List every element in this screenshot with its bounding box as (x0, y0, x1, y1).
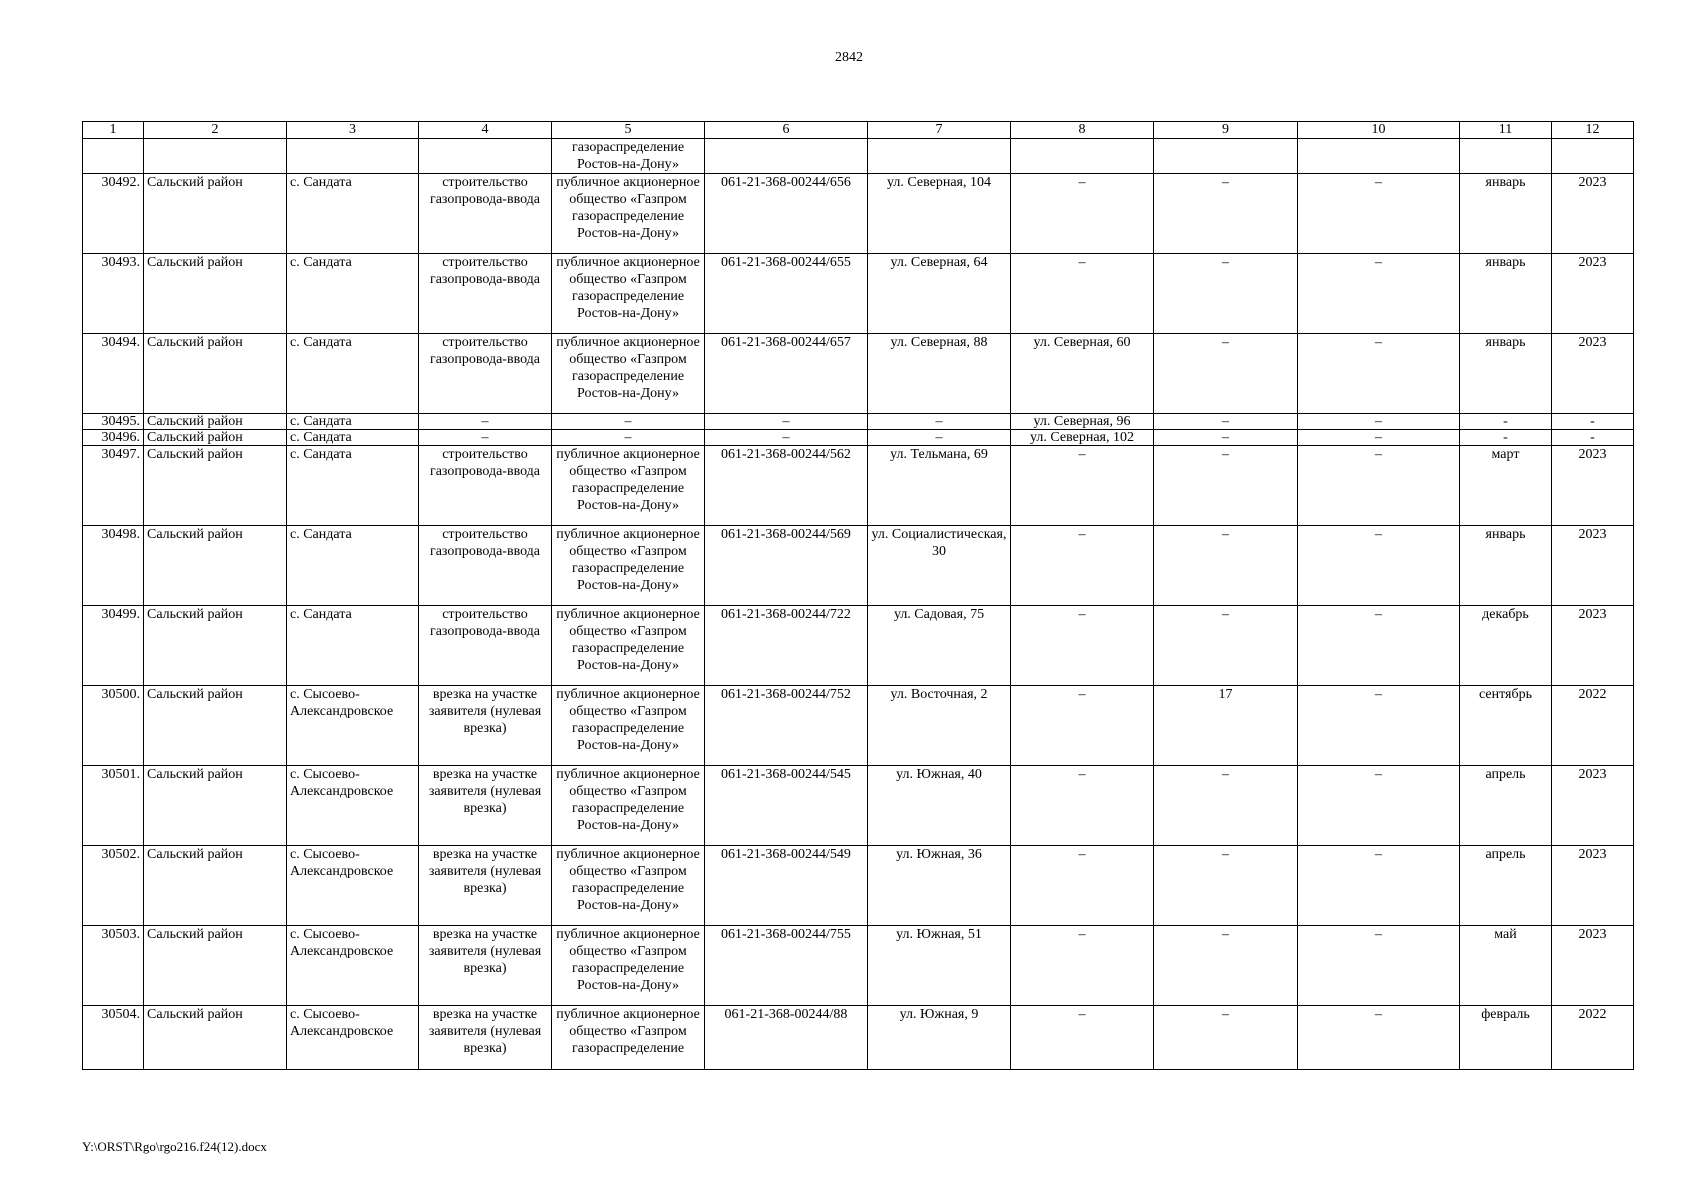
cell-address: ул. Северная, 64 (868, 254, 1011, 334)
cell-organization: публичное акционерное общество «Газпром газораспределение Ростов-на-Дону» (552, 174, 705, 254)
cell-year: 2023 (1552, 846, 1634, 926)
cell-row-number: 30504. (83, 1006, 144, 1070)
table-row (83, 926, 1634, 1006)
table-row (83, 446, 1634, 526)
cell-value-10: – (1298, 1006, 1460, 1070)
cell-district: Сальский район (144, 414, 287, 430)
table-row (83, 766, 1634, 846)
cell-district: Сальский район (144, 926, 287, 1006)
cell-row-number: 30501. (83, 766, 144, 846)
cell-work-type: – (419, 414, 552, 430)
cell-row-number: 30499. (83, 606, 144, 686)
table-row (83, 414, 1634, 430)
cell-work-type: врезка на участке заявителя (нулевая врезка) (419, 846, 552, 926)
cell-row-number: 30493. (83, 254, 144, 334)
cell-work-type: – (419, 430, 552, 446)
cell-month: декабрь (1460, 606, 1552, 686)
cell-permit-number: 061-21-368-00244/545 (705, 766, 868, 846)
cell-permit-number: 061-21-368-00244/655 (705, 254, 868, 334)
column-header: 2 (144, 122, 287, 139)
page-number: 2842 (835, 50, 863, 65)
cell-address-extra: ул. Северная, 60 (1011, 334, 1154, 414)
column-header: 1 (83, 122, 144, 139)
cell-work-type: врезка на участке заявителя (нулевая врезка) (419, 766, 552, 846)
cell-value-9: – (1154, 334, 1298, 414)
cell-row-number: 30494. (83, 334, 144, 414)
cell-district: Сальский район (144, 766, 287, 846)
cell-row-number: 30503. (83, 926, 144, 1006)
cell-address: ул. Южная, 51 (868, 926, 1011, 1006)
cell-permit-number: 061-21-368-00244/88 (705, 1006, 868, 1070)
cell-district: Сальский район (144, 606, 287, 686)
cell-value-10: – (1298, 254, 1460, 334)
column-header: 9 (1154, 122, 1298, 139)
column-header: 4 (419, 122, 552, 139)
cell-address-extra: – (1011, 686, 1154, 766)
table-row (83, 139, 1634, 174)
cell-month: март (1460, 446, 1552, 526)
cell-settlement: с. Сандата (287, 446, 419, 526)
cell-permit-number: 061-21-368-00244/657 (705, 334, 868, 414)
cell-address: – (868, 414, 1011, 430)
cell-work-type: врезка на участке заявителя (нулевая врезка) (419, 1006, 552, 1070)
cell-value-9 (1154, 139, 1298, 174)
cell-settlement: с. Сандата (287, 414, 419, 430)
cell-organization: публичное акционерное общество «Газпром газораспределение Ростов-на-Дону» (552, 846, 705, 926)
cell-address: ул. Южная, 9 (868, 1006, 1011, 1070)
cell-work-type: строительство газопровода-ввода (419, 174, 552, 254)
cell-month: январь (1460, 174, 1552, 254)
cell-row-number: 30492. (83, 174, 144, 254)
cell-year: 2022 (1552, 1006, 1634, 1070)
cell-permit-number: 061-21-368-00244/752 (705, 686, 868, 766)
cell-district: Сальский район (144, 846, 287, 926)
cell-year: - (1552, 414, 1634, 430)
cell-organization: публичное акционерное общество «Газпром газораспределение Ростов-на-Дону» (552, 686, 705, 766)
cell-work-type: строительство газопровода-ввода (419, 446, 552, 526)
cell-address: ул. Тельмана, 69 (868, 446, 1011, 526)
cell-address: ул. Южная, 40 (868, 766, 1011, 846)
cell-row-number: 30495. (83, 414, 144, 430)
cell-organization: публичное акционерное общество «Газпром газораспределение Ростов-на-Дону» (552, 526, 705, 606)
cell-work-type: строительство газопровода-ввода (419, 526, 552, 606)
cell-work-type: врезка на участке заявителя (нулевая врезка) (419, 926, 552, 1006)
cell-district: Сальский район (144, 686, 287, 766)
cell-address-extra: ул. Северная, 96 (1011, 414, 1154, 430)
cell-value-9: – (1154, 846, 1298, 926)
cell-permit-number: 061-21-368-00244/722 (705, 606, 868, 686)
cell-organization: – (552, 430, 705, 446)
column-header: 8 (1011, 122, 1154, 139)
cell-organization: публичное акционерное общество «Газпром газораспределение (552, 1006, 705, 1070)
cell-value-10: – (1298, 446, 1460, 526)
cell-month: февраль (1460, 1006, 1552, 1070)
cell-address-extra: – (1011, 174, 1154, 254)
cell-settlement: с. Сысоево-Александровское (287, 926, 419, 1006)
cell-value-9: – (1154, 526, 1298, 606)
column-header: 6 (705, 122, 868, 139)
cell-settlement: с. Сандата (287, 254, 419, 334)
cell-value-9: 17 (1154, 686, 1298, 766)
table-row (83, 526, 1634, 606)
cell-row-number: 30502. (83, 846, 144, 926)
table-row (83, 254, 1634, 334)
register-table (82, 121, 1634, 1070)
column-number-row (83, 122, 1634, 139)
cell-year: 2023 (1552, 174, 1634, 254)
cell-year (1552, 139, 1634, 174)
cell-year: 2023 (1552, 254, 1634, 334)
cell-value-10: – (1298, 606, 1460, 686)
cell-settlement: с. Сысоево-Александровское (287, 686, 419, 766)
cell-value-10: – (1298, 526, 1460, 606)
cell-settlement: с. Сандата (287, 606, 419, 686)
cell-address-extra: – (1011, 1006, 1154, 1070)
cell-permit-number: 061-21-368-00244/755 (705, 926, 868, 1006)
cell-value-10: – (1298, 846, 1460, 926)
file-path-footer: Y:\ORST\Rgo\rgo216.f24(12).docx (82, 1139, 267, 1154)
cell-district: Сальский район (144, 446, 287, 526)
cell-value-10: – (1298, 414, 1460, 430)
cell-address: ул. Северная, 104 (868, 174, 1011, 254)
cell-address-extra: ул. Северная, 102 (1011, 430, 1154, 446)
cell-address: ул. Северная, 88 (868, 334, 1011, 414)
cell-address-extra: – (1011, 446, 1154, 526)
cell-settlement: с. Сандата (287, 334, 419, 414)
cell-value-9: – (1154, 414, 1298, 430)
cell-value-10 (1298, 139, 1460, 174)
cell-month: сентябрь (1460, 686, 1552, 766)
cell-year: 2023 (1552, 446, 1634, 526)
cell-work-type: врезка на участке заявителя (нулевая врезка) (419, 686, 552, 766)
table-row (83, 1006, 1634, 1070)
cell-value-9: – (1154, 174, 1298, 254)
cell-month: январь (1460, 334, 1552, 414)
cell-work-type (419, 139, 552, 174)
cell-month: январь (1460, 526, 1552, 606)
cell-organization: публичное акционерное общество «Газпром газораспределение Ростов-на-Дону» (552, 926, 705, 1006)
cell-year: 2022 (1552, 686, 1634, 766)
cell-year: - (1552, 430, 1634, 446)
cell-address: ул. Социалистическая, 30 (868, 526, 1011, 606)
cell-district: Сальский район (144, 526, 287, 606)
cell-settlement: с. Сысоево-Александровское (287, 766, 419, 846)
table-row (83, 606, 1634, 686)
cell-month: апрель (1460, 846, 1552, 926)
cell-month (1460, 139, 1552, 174)
cell-settlement: с. Сысоево-Александровское (287, 846, 419, 926)
cell-settlement: с. Сысоево-Александровское (287, 1006, 419, 1070)
table-row (83, 430, 1634, 446)
cell-value-10: – (1298, 686, 1460, 766)
cell-district: Сальский район (144, 174, 287, 254)
cell-organization: публичное акционерное общество «Газпром газораспределение Ростов-на-Дону» (552, 254, 705, 334)
cell-settlement (287, 139, 419, 174)
cell-organization: – (552, 414, 705, 430)
cell-address-extra (1011, 139, 1154, 174)
cell-organization: публичное акционерное общество «Газпром газораспределение Ростов-на-Дону» (552, 446, 705, 526)
cell-settlement: с. Сандата (287, 526, 419, 606)
cell-address (868, 139, 1011, 174)
cell-district: Сальский район (144, 430, 287, 446)
cell-work-type: строительство газопровода-ввода (419, 606, 552, 686)
cell-value-10: – (1298, 334, 1460, 414)
cell-row-number (83, 139, 144, 174)
cell-organization: публичное акционерное общество «Газпром газораспределение Ростов-на-Дону» (552, 766, 705, 846)
cell-permit-number (705, 139, 868, 174)
cell-year: 2023 (1552, 606, 1634, 686)
cell-value-9: – (1154, 766, 1298, 846)
cell-district: Сальский район (144, 334, 287, 414)
cell-value-10: – (1298, 174, 1460, 254)
cell-row-number: 30498. (83, 526, 144, 606)
cell-settlement: с. Сандата (287, 174, 419, 254)
cell-row-number: 30497. (83, 446, 144, 526)
cell-permit-number: – (705, 430, 868, 446)
cell-district: Сальский район (144, 1006, 287, 1070)
cell-value-10: – (1298, 926, 1460, 1006)
cell-month: - (1460, 430, 1552, 446)
cell-permit-number: 061-21-368-00244/549 (705, 846, 868, 926)
cell-organization: публичное акционерное общество «Газпром газораспределение Ростов-на-Дону» (552, 606, 705, 686)
cell-organization: публичное акционерное общество «Газпром газораспределение Ростов-на-Дону» (552, 334, 705, 414)
cell-address-extra: – (1011, 846, 1154, 926)
cell-year: 2023 (1552, 766, 1634, 846)
cell-row-number: 30496. (83, 430, 144, 446)
cell-value-10: – (1298, 430, 1460, 446)
cell-address-extra: – (1011, 926, 1154, 1006)
cell-month: май (1460, 926, 1552, 1006)
cell-address: ул. Южная, 36 (868, 846, 1011, 926)
cell-work-type: строительство газопровода-ввода (419, 334, 552, 414)
cell-organization: газораспределение Ростов-на-Дону» (552, 139, 705, 174)
cell-address: ул. Садовая, 75 (868, 606, 1011, 686)
cell-permit-number: 061-21-368-00244/569 (705, 526, 868, 606)
cell-permit-number: 061-21-368-00244/562 (705, 446, 868, 526)
table-row (83, 334, 1634, 414)
cell-address: ул. Восточная, 2 (868, 686, 1011, 766)
cell-row-number: 30500. (83, 686, 144, 766)
cell-work-type: строительство газопровода-ввода (419, 254, 552, 334)
cell-address-extra: – (1011, 254, 1154, 334)
column-header: 10 (1298, 122, 1460, 139)
cell-address-extra: – (1011, 526, 1154, 606)
cell-year: 2023 (1552, 334, 1634, 414)
cell-value-9: – (1154, 606, 1298, 686)
cell-month: январь (1460, 254, 1552, 334)
cell-year: 2023 (1552, 926, 1634, 1006)
column-header: 5 (552, 122, 705, 139)
table-row (83, 686, 1634, 766)
cell-address-extra: – (1011, 606, 1154, 686)
cell-value-9: – (1154, 430, 1298, 446)
cell-address: – (868, 430, 1011, 446)
cell-value-9: – (1154, 926, 1298, 1006)
cell-district: Сальский район (144, 254, 287, 334)
cell-year: 2023 (1552, 526, 1634, 606)
cell-value-9: – (1154, 446, 1298, 526)
cell-settlement: с. Сандата (287, 430, 419, 446)
column-header: 12 (1552, 122, 1634, 139)
cell-value-9: – (1154, 1006, 1298, 1070)
cell-value-9: – (1154, 254, 1298, 334)
cell-permit-number: – (705, 414, 868, 430)
cell-month: апрель (1460, 766, 1552, 846)
cell-permit-number: 061-21-368-00244/656 (705, 174, 868, 254)
cell-district (144, 139, 287, 174)
column-header: 7 (868, 122, 1011, 139)
table-body (83, 122, 1634, 1070)
column-header: 11 (1460, 122, 1552, 139)
column-header: 3 (287, 122, 419, 139)
table-row (83, 174, 1634, 254)
cell-value-10: – (1298, 766, 1460, 846)
table-row (83, 846, 1634, 926)
cell-address-extra: – (1011, 766, 1154, 846)
cell-month: - (1460, 414, 1552, 430)
